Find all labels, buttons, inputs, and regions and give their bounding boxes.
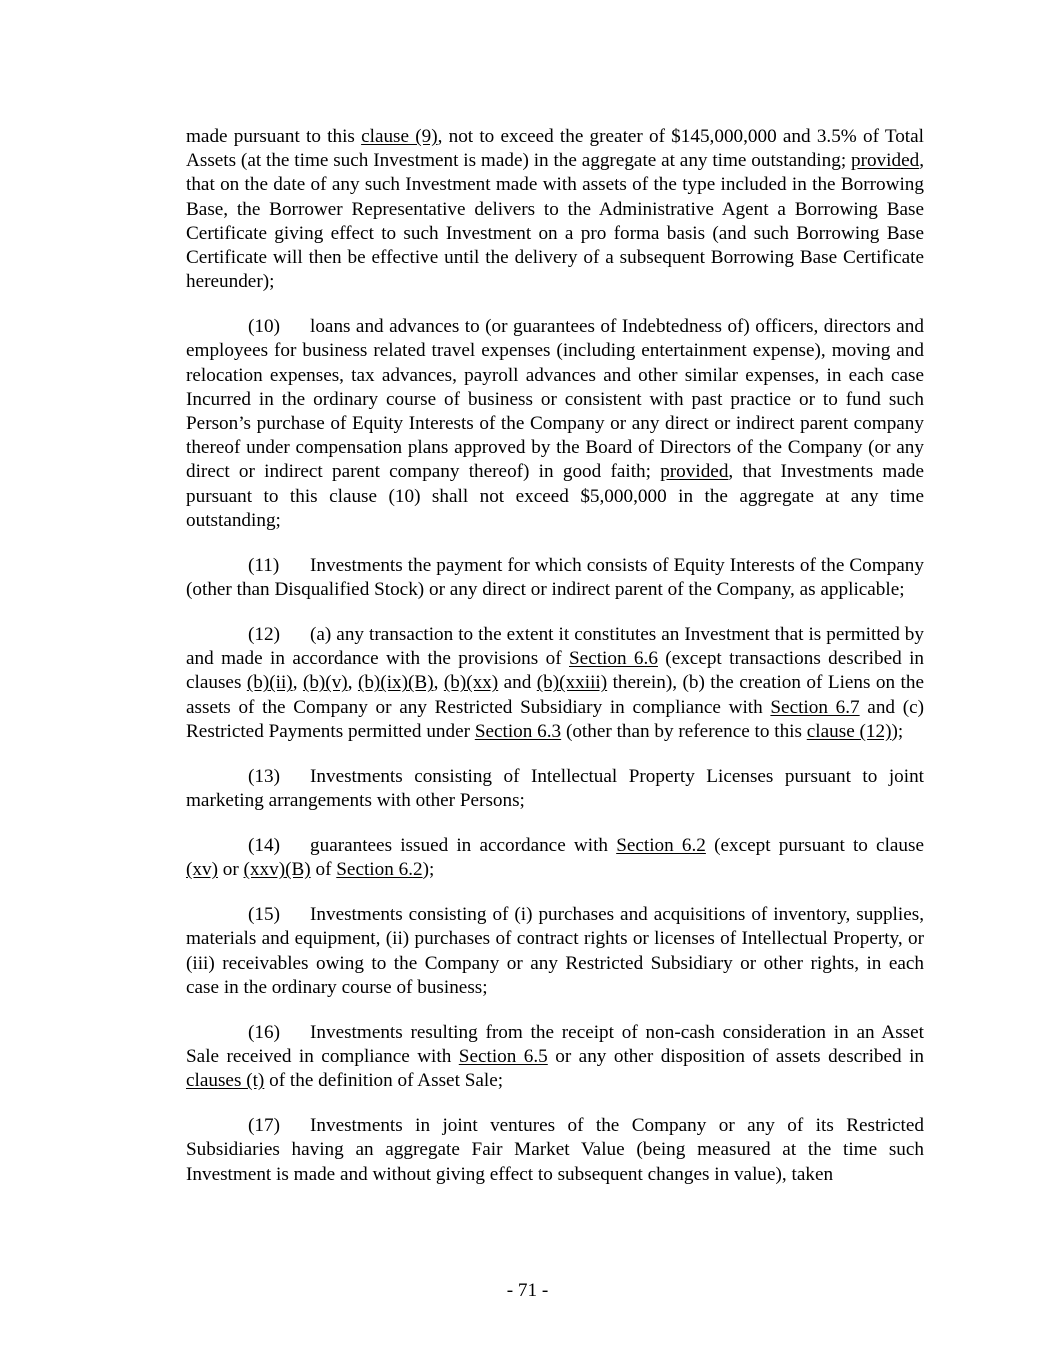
clause-12	[186, 623, 924, 744]
clause-text: Investments consisting of Intellectual Property Licenses pursuant to joint marketing arrangements with other Persons;	[186, 765, 924, 812]
clause-text: (a) any transaction to the extent it constitutes an Investment that is permitted by and made in accordance with the provisions of	[186, 624, 924, 670]
document-body	[186, 125, 924, 1208]
clause-number: (16)	[248, 1021, 280, 1043]
clause-text: loans and advances to (or guarantees of Indebtedness of) officers, directors and employees for business related travel expenses (including entertainment expense), moving and relocation expenses, tax advances, payroll advances and other similar expenses, in each case Incurred in the ordinary course of business or consistent with past practice or to fund such Person’s purchase of Equity Interests of the Company or any direct or indirect parent company thereof under compensation plans approved by the Board of Directors of the Company (or any direct or indirect parent company thereof) in good faith;	[186, 316, 924, 483]
clause-text: of the definition of Asset Sale;	[264, 1070, 504, 1092]
clause-text: and (c) Restricted Payments permitted under	[186, 696, 924, 742]
cross-reference: (b)(xx)	[443, 672, 499, 694]
clause-text: , not to exceed the greater of $145,000,000 and 3.5% of Total Assets (at the time such Investment is made) in the aggregate at any time outstanding;	[186, 126, 924, 172]
cross-reference: clause (9)	[361, 126, 438, 147]
clause-text: , that on the date of any such Investment made with assets of the type included in the Borrowing Base, the Borrower Representative delivers to the Administrative Agent a Borrowing Base Certificate giving effect to such Investment on a pro forma basis (and such Borrowing Base Certificate will then be effective until the delivery of a subsequent Borrowing Base Certificate hereunder);	[186, 150, 924, 293]
cross-reference: provided	[660, 461, 729, 483]
clause-number: (17)	[248, 1115, 280, 1137]
clause-text: made pursuant to this	[186, 126, 362, 147]
clause-text: or	[217, 859, 244, 881]
clause-number: (14)	[248, 835, 280, 857]
cross-reference: Section 6.7	[770, 696, 860, 718]
clause-text: and	[498, 672, 537, 694]
clause-text: , that Investments made pursuant to this clause (10) shall not exceed $5,000,000 in the aggregate at any time outstanding;	[186, 461, 924, 531]
cross-reference: Section 6.3	[474, 720, 562, 742]
clause-15	[186, 903, 924, 1000]
clause-text: ,	[347, 672, 358, 694]
clause-text: guarantees issued in accordance with	[310, 835, 617, 857]
clause-text: (except pursuant to clause	[705, 835, 925, 857]
clause-13	[186, 765, 924, 813]
clause-text: );	[891, 720, 904, 742]
cross-reference: (xv)	[186, 859, 218, 881]
clause-text: Investments consisting of (i) purchases and acquisitions of inventory, supplies, materials and equipment, (ii) purchases of contract rights or licenses of Intellectual Property, or (iii) receivables owing to the Company or any Restricted Subsidiary or other rights, in each case in the ordinary course of business;	[186, 904, 924, 998]
clause-text: Investments in joint ventures of the Company or any of its Restricted Subsidiaries having an aggregate Fair Market Value (being measured at the time such Investment is made and without giving effect to subsequent changes in value), taken	[186, 1115, 924, 1185]
clause-text: Investments resulting from the receipt of non-cash consideration in an Asset Sale received in compliance with	[186, 1021, 924, 1068]
clause-14	[186, 834, 924, 882]
clause-text: therein), (b) the creation of Liens on the assets of the Company or any Restricted Subsidiary in compliance with	[186, 672, 925, 718]
cross-reference: (b)(v)	[302, 672, 348, 694]
clause-text: or any other disposition of assets described in	[547, 1046, 924, 1068]
clause-text: (other than by reference to this	[561, 720, 807, 742]
clause-16	[186, 1021, 924, 1094]
cross-reference: (b)(xxiii)	[536, 672, 608, 694]
clause-10	[186, 315, 924, 533]
clause-number: (15)	[248, 904, 280, 926]
cross-reference: Section 6.6	[569, 648, 658, 670]
clause-number: (12)	[248, 624, 280, 646]
cross-reference: (b)(ix)(B)	[357, 672, 434, 694]
cross-reference: clause (12)	[806, 720, 892, 742]
clause-text: ,	[292, 672, 303, 694]
clause-17	[186, 1114, 924, 1187]
clause-text: Investments the payment for which consists of Equity Interests of the Company (other than Disqualified Stock) or any direct or indirect parent of the Company, as applicable;	[186, 554, 924, 601]
clause-text: );	[422, 859, 435, 881]
page-number: - 71 -	[506, 1280, 549, 1301]
cross-reference: Section 6.5	[458, 1046, 548, 1068]
paragraph-continuation	[186, 125, 924, 294]
cross-reference: clauses (t)	[186, 1070, 265, 1092]
cross-reference: provided	[850, 150, 920, 172]
clause-text: of	[310, 859, 337, 881]
cross-reference: Section 6.2	[336, 859, 423, 881]
cross-reference: (xxv)(B)	[243, 859, 311, 881]
cross-reference: Section 6.2	[616, 835, 706, 857]
clause-text: (except transactions described in clauses	[186, 648, 924, 694]
clause-11	[186, 554, 924, 602]
clause-number: (13)	[248, 765, 280, 787]
clause-text: ,	[433, 672, 444, 694]
clause-number: (11)	[248, 554, 280, 576]
clause-number: (10)	[248, 316, 280, 338]
cross-reference: (b)(ii)	[246, 672, 293, 694]
